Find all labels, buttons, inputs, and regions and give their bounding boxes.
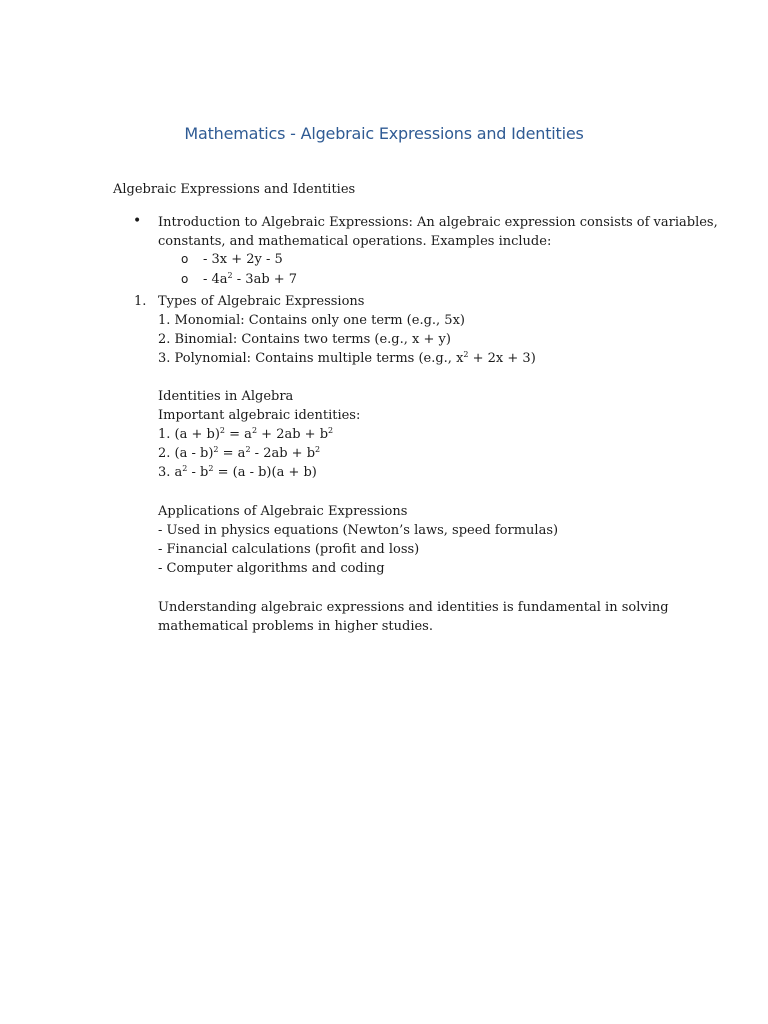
section-heading: Algebraic Expressions and Identities xyxy=(113,182,356,197)
list-number: 1. xyxy=(134,294,147,309)
identity-2: 2. $(a - b)^2 = a^2 - 2ab + b^2$ xyxy=(158,445,321,461)
application-computing: - Computer algorithms and coding xyxy=(158,561,385,576)
type-binomial: 2. Binomial: Contains two terms (e.g., x + y) xyxy=(158,332,451,347)
sub-bullet-icon: o xyxy=(181,252,189,266)
applications-heading: Applications of Algebraic Expressions xyxy=(158,504,408,519)
application-finance: - Financial calculations (profit and loss) xyxy=(158,542,420,557)
conclusion-line-2: mathematical problems in higher studies. xyxy=(158,619,433,634)
identity-1: 1. $(a + b)^2 = a^2 + 2ab + b^2$ xyxy=(158,426,334,442)
intro-line-1: Introduction to Algebraic Expressions: An algebraic expression consists of variables, xyxy=(158,215,718,230)
sub-bullet-icon: o xyxy=(181,272,189,286)
example-2: - $4a^2 - 3ab + 7$ xyxy=(203,271,298,287)
types-heading: Types of Algebraic Expressions xyxy=(158,294,365,309)
intro-line-2: constants, and mathematical operations. Examples include: xyxy=(158,234,552,249)
identities-intro: Important algebraic identities: xyxy=(158,408,361,423)
identity-3: 3. $a^2 - b^2 = (a - b)(a + b)$ xyxy=(158,464,317,480)
example-1: - 3x + 2y - 5 xyxy=(203,252,283,267)
bullet-icon: • xyxy=(133,213,142,229)
document-title: Mathematics - Algebraic Expressions and Identities xyxy=(184,124,584,143)
conclusion-line-1: Understanding algebraic expressions and identities is fundamental in solving xyxy=(158,600,669,615)
type-monomial: 1. Monomial: Contains only one term (e.g., 5x) xyxy=(158,313,465,328)
identities-heading: Identities in Algebra xyxy=(158,389,294,404)
application-physics: - Used in physics equations (Newton’s laws, speed formulas) xyxy=(158,523,559,538)
type-polynomial: 3. Polynomial: Contains multiple terms (e.g., $x^2 + 2x + 3$) xyxy=(158,350,536,366)
